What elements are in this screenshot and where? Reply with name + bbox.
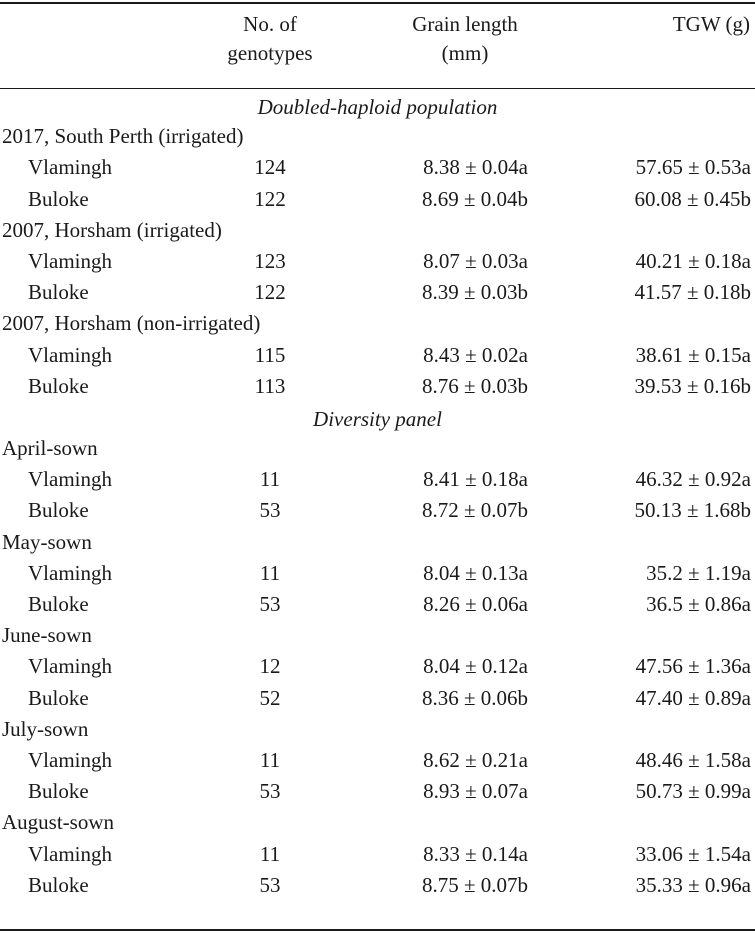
header-grain-length-line2: (mm) [441,41,489,65]
genotype-name: Buloke [28,779,89,804]
genotype-name: Buloke [28,592,89,616]
grain-length-value: 8.62 ± 0.21a [423,747,528,772]
group-row [0,433,755,464]
tgw-value: 50.73 ± 0.99a [635,779,751,804]
genotype-count: 113 [254,373,286,398]
genotype-count: 53 [259,592,281,616]
table-row [0,246,755,277]
genotype-count: 52 [259,685,281,710]
group-row [0,714,755,745]
tgw-value: 50.13 ± 1.68b [634,498,751,523]
table-row [0,651,755,682]
table-row [0,870,755,901]
group-row [0,308,755,339]
genotype-name: Buloke [28,186,89,211]
genotype-count: 53 [259,779,281,804]
genotype-count: 115 [254,342,286,367]
group-label: June-sown [2,623,92,648]
table-row [0,839,755,870]
genotype-name: Buloke [28,872,89,897]
tgw-value: 41.57 ± 0.18b [634,280,751,305]
grain-length-value: 8.04 ± 0.13a [423,560,528,585]
header-tgw-line1: TGW (g) [672,12,750,36]
tgw-value: 47.40 ± 0.89a [635,685,751,710]
header-grain-length [390,10,540,68]
table-row [0,184,755,215]
header-genotypes-line1: No. of [243,12,297,36]
genotype-count: 53 [259,498,281,523]
genotype-count: 122 [254,186,286,211]
tgw-value: 40.21 ± 0.18a [635,248,751,273]
genotype-name: Buloke [28,373,89,398]
group-row [0,620,755,651]
genotype-count: 11 [259,467,281,492]
genotype-name: Vlamingh [28,467,112,492]
table-row [0,558,755,589]
grain-length-value: 8.93 ± 0.07a [423,779,528,804]
group-label: 2007, Horsham (irrigated) [2,217,222,242]
table-row [0,745,755,776]
header-grain-length-line1: Grain length [412,12,518,36]
group-row [0,215,755,246]
genotype-name: Vlamingh [28,747,112,772]
tgw-value: 39.53 ± 0.16b [634,373,751,398]
genotype-count: 11 [259,841,281,866]
table-row [0,371,755,402]
table-row [0,464,755,495]
group-row [0,121,755,152]
grain-length-value: 8.36 ± 0.06b [421,685,528,710]
table-row [0,589,755,620]
genotype-count: 53 [259,872,281,897]
genotype-count: 124 [254,155,286,180]
group-label: August-sown [2,810,115,835]
tgw-value: 60.08 ± 0.45b [634,186,751,211]
table-body [0,90,755,901]
table-row [0,495,755,526]
section-heading: Doubled-haploid population [257,95,498,119]
tgw-value: 46.32 ± 0.92a [635,467,751,492]
grain-length-value: 8.75 ± 0.07b [421,872,528,897]
table-row [0,277,755,308]
genotype-count: 123 [254,248,286,273]
table-bottom-rule [0,929,755,931]
section-heading-row [0,90,755,121]
grain-length-value: 8.07 ± 0.03a [423,248,528,273]
genotype-name: Buloke [28,685,89,710]
header-tgw [590,10,750,39]
grain-length-value: 8.33 ± 0.14a [423,841,528,866]
tgw-value: 57.65 ± 0.53a [635,155,751,180]
tgw-value: 35.2 ± 1.19a [646,560,751,585]
tgw-value: 36.5 ± 0.86a [646,592,751,616]
genotype-name: Vlamingh [28,342,112,367]
table-top-rule [0,2,755,4]
genotype-count: 11 [259,560,281,585]
group-row [0,807,755,838]
grain-length-value: 8.72 ± 0.07b [421,498,528,523]
genotype-count: 122 [254,280,286,305]
tgw-value: 33.06 ± 1.54a [635,841,751,866]
group-label: May-sown [2,529,92,554]
genotype-name: Vlamingh [28,560,112,585]
group-label: April-sown [2,436,98,461]
table-row [0,340,755,371]
group-label: 2017, South Perth (irrigated) [2,124,244,149]
table-row [0,152,755,183]
genotype-name: Buloke [28,498,89,523]
tgw-value: 47.56 ± 1.36a [635,654,751,679]
group-label: July-sown [2,716,89,741]
genotype-name: Buloke [28,280,89,305]
table-header-rule [0,88,755,89]
section-heading: Diversity panel [313,406,442,431]
header-genotypes [200,10,340,68]
grain-length-value: 8.26 ± 0.06a [423,592,528,616]
table-row [0,683,755,714]
genotype-count: 11 [259,747,281,772]
grain-length-value: 8.41 ± 0.18a [423,467,528,492]
tgw-value: 35.33 ± 0.96a [635,872,751,897]
grain-length-value: 8.38 ± 0.04a [423,155,528,180]
genotype-name: Vlamingh [28,155,112,180]
table-row [0,776,755,807]
grain-length-value: 8.39 ± 0.03b [421,280,528,305]
tgw-value: 48.46 ± 1.58a [635,747,751,772]
genotype-name: Vlamingh [28,841,112,866]
group-row [0,527,755,558]
section-heading-row [0,402,755,433]
grain-length-value: 8.43 ± 0.02a [423,342,528,367]
genotype-count: 12 [259,654,281,679]
genotype-name: Vlamingh [28,654,112,679]
grain-length-value: 8.76 ± 0.03b [421,373,528,398]
grain-length-value: 8.69 ± 0.04b [421,186,528,211]
genotype-name: Vlamingh [28,248,112,273]
grain-length-value: 8.04 ± 0.12a [423,654,528,679]
header-genotypes-line2: genotypes [227,41,313,65]
tgw-value: 38.61 ± 0.15a [635,342,751,367]
group-label: 2007, Horsham (non-irrigated) [2,311,261,336]
